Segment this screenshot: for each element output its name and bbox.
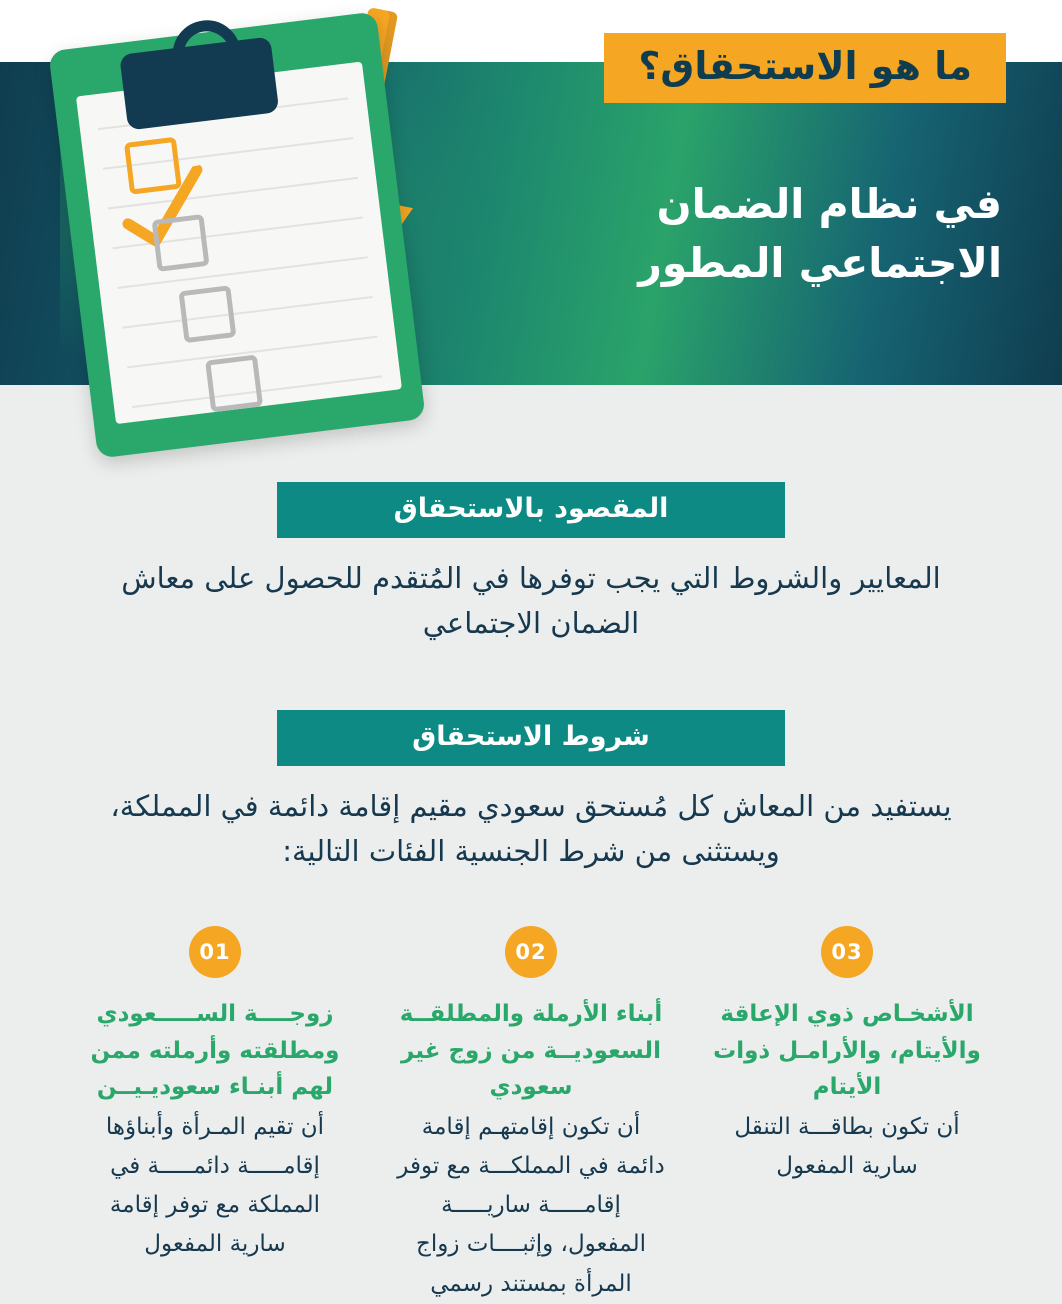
page-title-badge: ما هو الاستحقاق؟	[604, 33, 1006, 103]
section-body-conditions: يستفيد من المعاش كل مُستحق سعودي مقيم إقامة دائمة في المملكة، ويستثنى من شرط الجنسية الفئات التالية:	[110, 788, 952, 868]
eligibility-card-02	[397, 926, 665, 1304]
checkbox-empty-icon	[205, 354, 263, 412]
card-title-02: أبناء الأرملة والمطلقــة السعوديــة من زوج غير سعودي	[399, 1000, 663, 1101]
card-title-03: الأشخـاص ذوي الإعاقة والأيتام، والأرامـل ذوات الأيتام	[713, 1000, 981, 1101]
clipboard-board	[48, 11, 426, 458]
header	[0, 0, 1062, 385]
card-text-01: أن تقيم المـرأة وأبناؤها إقامـــــة دائمـــــة في المملكة مع توفر إقامة سارية المفعول	[105, 1114, 325, 1258]
section-heading-conditions: شروط الاستحقاق	[277, 710, 785, 766]
main-content	[0, 482, 1062, 1304]
section-body-definition: المعايير والشروط التي يجب توفرها في المُتقدم للحصول على معاش الضمان الاجتماعي	[121, 561, 941, 640]
card-title-01: زوجــــة الســـــعودي ومطلقته وأرملته ممن لهم أبنـاء سعوديـيــن	[90, 1000, 340, 1101]
section-heading-definition: المقصود بالاستحقاق	[277, 482, 785, 538]
eligibility-card-01	[81, 926, 349, 1304]
card-number-badge-02: 02	[505, 926, 557, 978]
card-number-badge-01: 01	[189, 926, 241, 978]
page-subtitle: في نظام الضمان الاجتماعي المطور	[638, 180, 1002, 288]
card-text-02: أن تكون إقامتهـم إقامة دائمة في المملكـــة مع توفر إقامـــــة ساريـــــة المفعول، وإثبــــات زواج المرأة بمستند رسمي	[397, 1114, 665, 1297]
clipboard-illustration	[62, 0, 462, 450]
card-number-badge-03: 03	[821, 926, 873, 978]
eligibility-cards	[0, 926, 1062, 1304]
checkbox-empty-icon	[178, 285, 236, 343]
card-text-03: أن تكون بطاقـــة التنقل سارية المفعول	[734, 1114, 960, 1180]
eligibility-card-03	[713, 926, 981, 1304]
checkbox-empty-icon	[152, 214, 210, 272]
